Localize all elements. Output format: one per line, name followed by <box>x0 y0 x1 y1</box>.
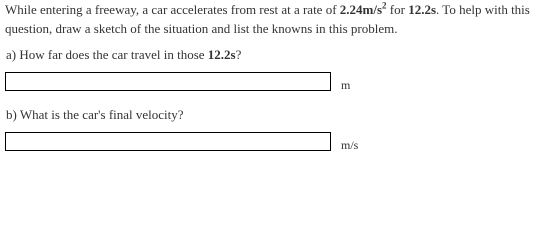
problem-intro-text: While entering a freeway, a car accelerates from rest at a rate of <box>5 2 340 17</box>
part-a-answer-input[interactable] <box>5 72 331 91</box>
part-a-time-value: 12.2 <box>207 47 231 62</box>
part-a-unit-label: m <box>341 78 351 92</box>
problem-instruction-text: . To help with this question, draw a sketch of the situation and list the knowns in this problem. <box>5 2 530 36</box>
part-a-prefix: a) How far does the car travel in those <box>6 47 208 62</box>
acceleration-quantity <box>340 2 387 17</box>
time-unit: s <box>430 2 437 17</box>
part-a-question <box>6 46 241 64</box>
time-quantity <box>408 2 436 17</box>
part-b-unit-label: m/s <box>341 138 359 152</box>
part-b-answer-input[interactable] <box>5 132 331 151</box>
acceleration-value: 2.24 <box>339 2 363 17</box>
problem-for-text: for <box>386 2 409 17</box>
part-b-question: b) What is the car's final velocity? <box>6 107 184 122</box>
acceleration-exponent: 2 <box>382 0 387 11</box>
problem-statement <box>5 0 545 38</box>
part-a-time-quantity <box>208 47 236 62</box>
acceleration-unit: m/s <box>362 2 383 17</box>
time-value: 12.2 <box>408 2 431 17</box>
part-a-time-unit: s <box>230 47 236 62</box>
part-a-suffix: ? <box>235 47 242 62</box>
